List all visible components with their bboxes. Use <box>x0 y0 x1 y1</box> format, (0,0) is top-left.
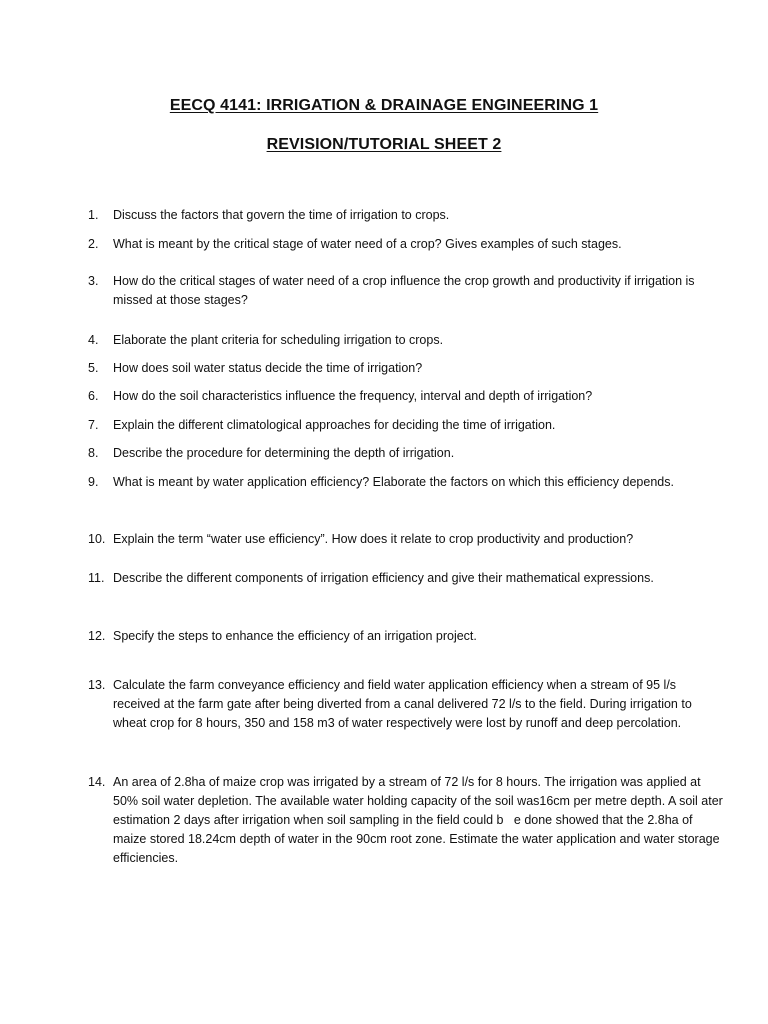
question-text: An area of 2.8ha of maize crop was irrigated by a stream of 72 l/s for 8 hours. The irrigation was applied at 50% soil water depletion. The available water holding capacity of the soil was16cm per metre depth. A soil ater estimation 2 days after irrigation when soil sampling in the field could b e done showed that the 2.8ha of maize stored 18.24cm depth of water in the 90cm root zone. Estimate the water application and water storage efficiencies. <box>113 775 727 865</box>
question-item <box>88 773 728 868</box>
question-item <box>88 530 728 549</box>
question-number: 7. <box>88 418 99 432</box>
question-text: Describe the different components of irrigation efficiency and give their mathematical expressions. <box>113 571 654 585</box>
question-item <box>88 416 728 435</box>
question-text: How do the critical stages of water need of a crop influence the crop growth and productivity if irrigation is missed at those stages? <box>113 274 695 307</box>
question-text: What is meant by water application efficiency? Elaborate the factors on which this efficiency depends. <box>113 475 674 489</box>
question-number: 10. <box>88 532 106 546</box>
question-text: Discuss the factors that govern the time of irrigation to crops. <box>113 208 450 222</box>
question-item <box>88 627 728 646</box>
question-text: Calculate the farm conveyance efficiency and field water application efficiency when a stream of 95 l/s received at the farm gate after being diverted from a canal delivered 72 l/s to the field. During irrigation to wheat crop for 8 hours, 350 and 158 m3 of water respectively were lost by runoff and deep percolation. <box>113 678 692 730</box>
question-item <box>88 206 728 225</box>
question-item <box>88 387 728 406</box>
question-number: 13. <box>88 678 106 692</box>
question-text: How does soil water status decide the time of irrigation? <box>113 361 423 375</box>
question-item <box>88 676 728 733</box>
question-item <box>88 235 728 254</box>
question-number: 4. <box>88 333 99 347</box>
question-number: 12. <box>88 629 106 643</box>
question-number: 2. <box>88 237 99 251</box>
question-text: Explain the different climatological approaches for deciding the time of irrigation. <box>113 418 556 432</box>
question-item <box>88 444 728 463</box>
question-number: 8. <box>88 446 99 460</box>
question-text: Specify the steps to enhance the efficiency of an irrigation project. <box>113 629 477 643</box>
question-number: 1. <box>88 208 99 222</box>
question-number: 14. <box>88 775 106 789</box>
question-number: 9. <box>88 475 99 489</box>
question-item <box>88 473 728 492</box>
question-item <box>88 272 728 310</box>
question-number: 11. <box>88 571 105 585</box>
question-number: 3. <box>88 274 99 288</box>
question-text: What is meant by the critical stage of water need of a crop? Gives examples of such stages. <box>113 237 622 251</box>
course-title: EECQ 4141: IRRIGATION & DRAINAGE ENGINEERING 1 <box>169 97 599 114</box>
sheet-title: REVISION/TUTORIAL SHEET 2 <box>266 136 502 153</box>
question-item <box>88 331 728 350</box>
question-text: Describe the procedure for determining the depth of irrigation. <box>113 446 455 460</box>
question-text: Explain the term “water use efficiency”. How does it relate to crop productivity and production? <box>113 532 634 546</box>
question-number: 5. <box>88 361 99 375</box>
question-text: How do the soil characteristics influence the frequency, interval and depth of irrigation? <box>113 389 593 403</box>
question-item <box>88 359 728 378</box>
question-text: Elaborate the plant criteria for scheduling irrigation to crops. <box>113 333 444 347</box>
question-item <box>88 569 728 588</box>
question-number: 6. <box>88 389 99 403</box>
